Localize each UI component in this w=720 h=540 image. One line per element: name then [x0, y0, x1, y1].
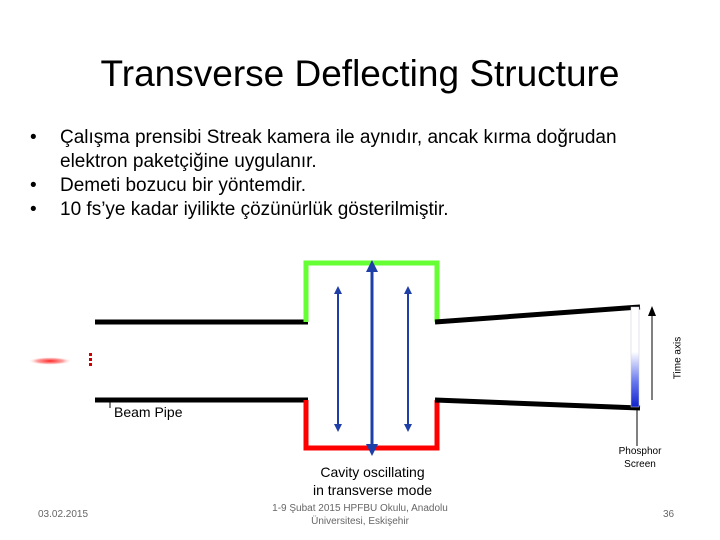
page-number: 36 [663, 509, 675, 520]
bullet-item: • 10 fs’ye kadar iyilikte çözünürlük gösterilmiştir. [30, 198, 670, 222]
phosphor-screen-label [600, 445, 680, 471]
phosphor-screen [631, 307, 639, 407]
time-axis-arrowhead [648, 306, 656, 316]
cavity-label-line: Cavity oscillating [320, 464, 425, 480]
bunch-dots [89, 353, 92, 366]
footer-date: 03.02.2015 [38, 509, 89, 520]
phosphor-label-line: Phosphor [618, 446, 662, 457]
phosphor-label-line: Screen [624, 459, 656, 470]
cavity-label-line: in transverse mode [312, 482, 433, 498]
bullet-item: • Çalışma prensibi Streak kamera ile aynıdır, ancak kırma doğrudan elektron paketçiğine uygulanır. [30, 126, 670, 174]
cavity-label [300, 463, 445, 499]
beam-pipe-label: Beam Pipe [114, 404, 183, 420]
drift-tube-top-wall [435, 307, 640, 322]
electron-bunch [28, 357, 72, 365]
bullet-item: • Demeti bozucu bir yöntemdir. [30, 174, 670, 198]
footer-event-line: Üniversitesi, Eskişehir [311, 516, 409, 527]
slide-title: Transverse Deflecting Structure [100, 53, 620, 94]
time-axis-label: Time axis [672, 336, 684, 380]
footer-event-line: 1-9 Şubat 2015 HPFBU Okulu, Anadolu [272, 503, 448, 514]
drift-tube-bottom-wall [435, 400, 640, 408]
footer-event [255, 502, 465, 528]
